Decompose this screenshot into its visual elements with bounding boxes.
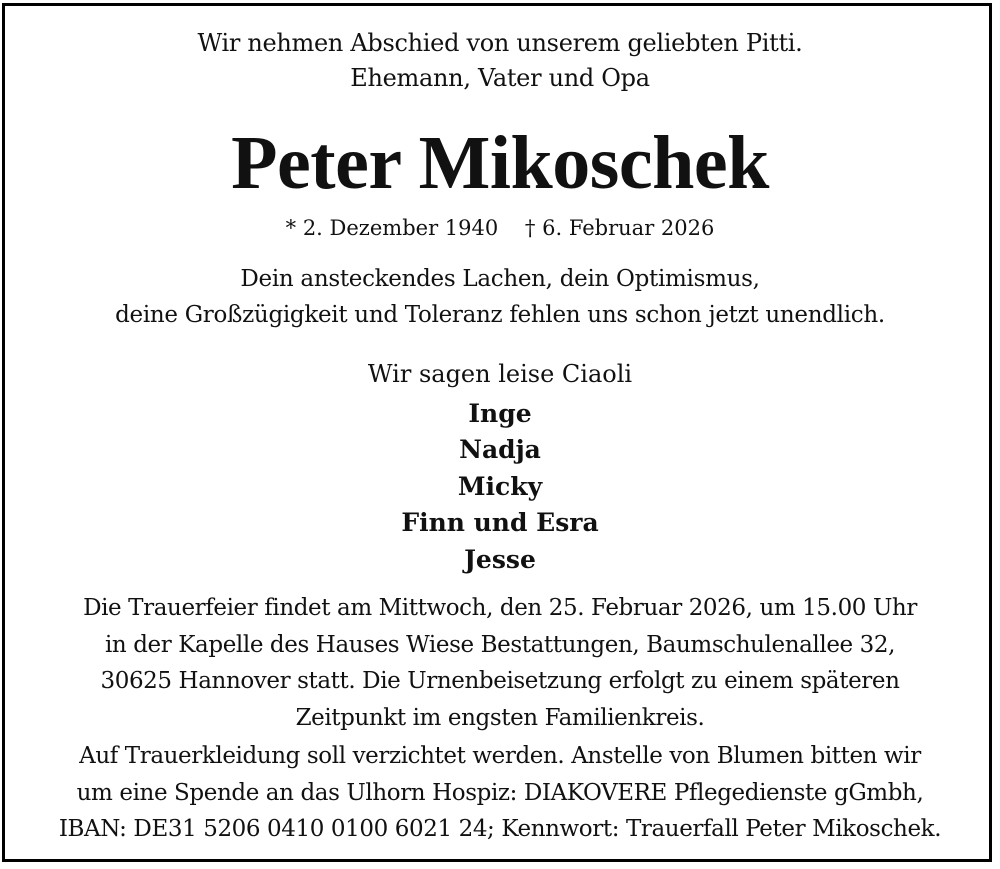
deceased-name: Peter Mikoschek <box>231 121 769 205</box>
ceremony-line: um eine Spende an das Ulhorn Hospiz: DIAKOVERE Pflegedienste gGmbh, <box>76 780 924 806</box>
intro-line: Wir nehmen Abschied von unserem geliebten Pitti. <box>197 29 803 57</box>
mourner-name: Nadja <box>459 435 541 464</box>
ceremony-line: in der Kapelle des Hauses Wiese Bestattungen, Baumschulenallee 32, <box>104 632 896 658</box>
mourner-name: Jesse <box>464 545 536 574</box>
ceremony-line: Zeitpunkt im engsten Familienkreis. <box>295 705 705 731</box>
ceremony-line: 30625 Hannover statt. Die Urnenbeisetzung erfolgt zu einem späteren <box>100 668 900 694</box>
mourner-name: Finn und Esra <box>401 508 599 537</box>
ceremony-line: IBAN: DE31 5206 0410 0100 6021 24; Kennwort: Trauerfall Peter Mikoschek. <box>58 816 942 842</box>
mourner-name: Micky <box>457 472 543 501</box>
ceremony-line: Auf Trauerkleidung soll verzichtet werden. Anstelle von Blumen bitten wir <box>79 743 921 769</box>
ceremony-line: Die Trauerfeier findet am Mittwoch, den 25. Februar 2026, um 15.00 Uhr <box>83 595 917 621</box>
intro-line: Ehemann, Vater und Opa <box>350 64 650 92</box>
quote-line: Dein ansteckendes Lachen, dein Optimismus, <box>240 266 760 292</box>
mourner-name: Inge <box>468 399 532 428</box>
farewell-line: Wir sagen leise Ciaoli <box>367 360 633 388</box>
life-dates: * 2. Dezember 1940 † 6. Februar 2026 <box>285 216 715 240</box>
quote-line: deine Großzügigkeit und Toleranz fehlen uns schon jetzt unendlich. <box>115 302 885 328</box>
